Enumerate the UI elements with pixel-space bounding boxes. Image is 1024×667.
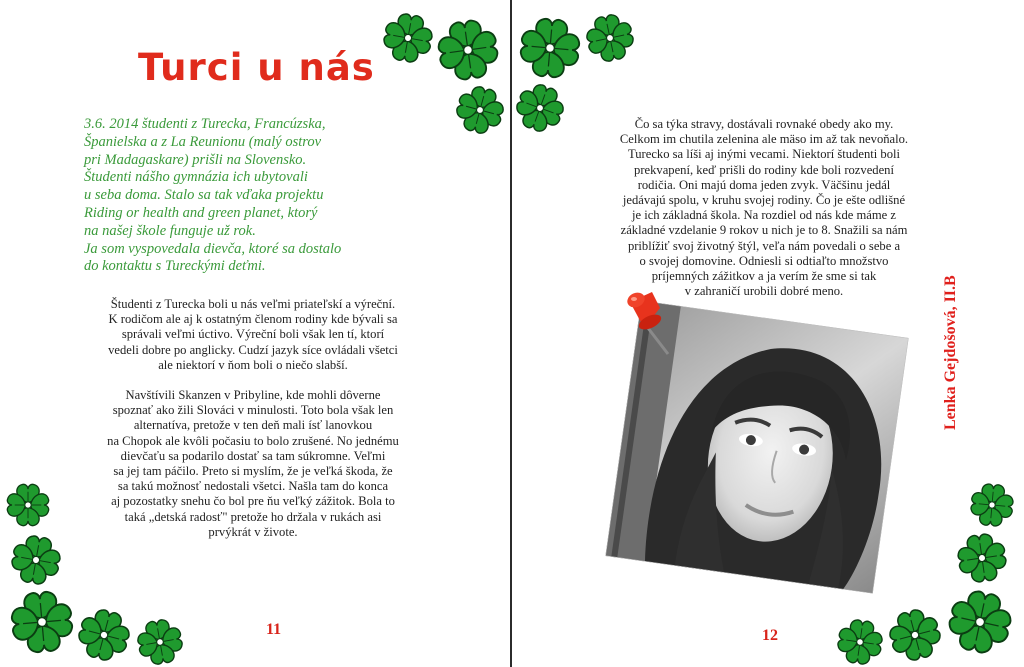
text-line: ale niektorí v ňom boli o niečo slabší. bbox=[158, 357, 348, 372]
clover-icon bbox=[518, 16, 582, 80]
text-line: základné vzdelanie 9 rokov u nich je to 8. Snažili sa nám bbox=[620, 223, 908, 238]
text-line: vedeli dobre po anglicky. Cudzí jazyk síce ovládali všetci bbox=[108, 342, 398, 357]
clover-icon bbox=[515, 83, 565, 133]
text-line: sa takú možnosť nedostali všetci. Našla tam do konca bbox=[117, 479, 389, 494]
paragraph-3 bbox=[590, 117, 938, 299]
intro-line: Španielska a z La Reunionu (malý ostrov bbox=[84, 133, 322, 150]
intro-line: do kontaktu s Tureckými deťmi. bbox=[84, 258, 266, 275]
text-line: Študenti z Turecka boli u nás veľmi priateľskí a výreční. bbox=[110, 297, 396, 311]
text-line: je ich základná škola. Na rozdiel od nás kde máme z bbox=[631, 208, 896, 223]
text-line: správali veľmi úctivo. Výreční boli však len tí, ktorí bbox=[121, 327, 385, 342]
clover-icon bbox=[947, 589, 1013, 655]
text-line: Čo sa týka stravy, dostávali rovnaké obedy ako my. bbox=[634, 117, 894, 131]
text-line: alternatíva, pretože v ten deň mali ísť lanovkou bbox=[133, 418, 373, 433]
text-line: prekvapení, keď prišli do rodiny kde boli rozvedení bbox=[634, 162, 894, 177]
clover-icon bbox=[956, 532, 1008, 584]
text-line: jedávajú spolu, v kruhu svojej rodiny. Čo je ešte odlišné bbox=[622, 193, 906, 208]
text-line: Celkom im chutila zelenina ale mäso im až tak nevoňalo. bbox=[619, 132, 909, 147]
intro-line: Ja som vyspovedala dievča, ktoré sa dostalo bbox=[84, 240, 342, 257]
paragraph-2 bbox=[76, 388, 430, 540]
text-line: priblížiť svoj životný štýl, veľa nám povedali o sebe a bbox=[627, 238, 901, 253]
text-line: na Chopok ale kvôli počasiu to bolo zrušené. No jednému bbox=[107, 433, 399, 448]
body-text-right bbox=[590, 117, 938, 314]
clover-icon bbox=[382, 12, 434, 64]
text-line: príjemných zážitkov a ja verím že sme si tak bbox=[651, 269, 877, 284]
intro-text bbox=[84, 116, 414, 276]
intro-line: Riding or health and green planet, ktorý bbox=[84, 204, 318, 221]
clover-icon bbox=[136, 618, 184, 666]
intro-line: Študenti nášho gymnázia ich ubytovali bbox=[84, 169, 308, 186]
intro-line: pri Madagaskare) prišli na Slovensko. bbox=[84, 151, 307, 168]
intro-line: na našej škole funguje už rok. bbox=[84, 222, 256, 239]
intro-line: 3.6. 2014 študenti z Turecka, Francúzska, bbox=[84, 116, 326, 132]
author-credit: Lenka Gejdošová, II.B bbox=[942, 275, 959, 430]
text-line: o svojej domovine. Odniesli si odtiaľto množstvo bbox=[639, 253, 889, 268]
text-line: spoznať ako žili Slováci v minulosti. Toto bola však len bbox=[112, 403, 394, 418]
clover-icon bbox=[436, 18, 500, 82]
clover-icon bbox=[888, 608, 942, 662]
text-line: rodičia. Oni majú doma jeden zvyk. Väčšinu jedál bbox=[637, 177, 891, 192]
clover-icon bbox=[836, 618, 884, 666]
clover-icon bbox=[585, 13, 635, 63]
clover-icon bbox=[9, 589, 75, 655]
text-line: v zahraničí urobili dobré meno. bbox=[684, 284, 844, 299]
push-pin-icon bbox=[622, 288, 678, 358]
text-line: prvýkrát v živote. bbox=[208, 524, 298, 539]
article-title: Turci u nás bbox=[138, 46, 375, 89]
paragraph-1 bbox=[76, 297, 430, 373]
text-line: K rodičom ale aj k ostatným členom rodiny kde bývali sa bbox=[108, 312, 398, 327]
page-number-right: 12 bbox=[762, 627, 778, 644]
body-text-left bbox=[76, 297, 430, 555]
clover-icon bbox=[455, 85, 505, 135]
clover-icon bbox=[969, 482, 1015, 528]
text-line: taká „detská radosť" pretože ho držala v rukách asi bbox=[124, 509, 382, 524]
text-line: sa jej tam páčilo. Preto si myslím, že je veľká škoda, že bbox=[113, 464, 393, 479]
text-line: Turecko sa líši aj inými vecami. Niektorí študenti boli bbox=[627, 147, 900, 162]
left-page bbox=[0, 0, 511, 667]
clover-icon bbox=[77, 608, 131, 662]
page-number-left: 11 bbox=[266, 621, 282, 638]
text-line: aj pozostatky snehu čo bol pre ňu veľký zážitok. Bola to bbox=[111, 494, 395, 509]
text-line: dievčaťu sa podarilo dostať sa tam súkromne. Veľmi bbox=[120, 448, 386, 463]
clover-icon bbox=[5, 482, 51, 528]
intro-line: u seba doma. Stalo sa tak vďaka projektu bbox=[84, 187, 324, 204]
text-line: Navštívili Skanzen v Pribyline, kde mohli dôverne bbox=[125, 388, 381, 403]
clover-icon bbox=[10, 534, 62, 586]
